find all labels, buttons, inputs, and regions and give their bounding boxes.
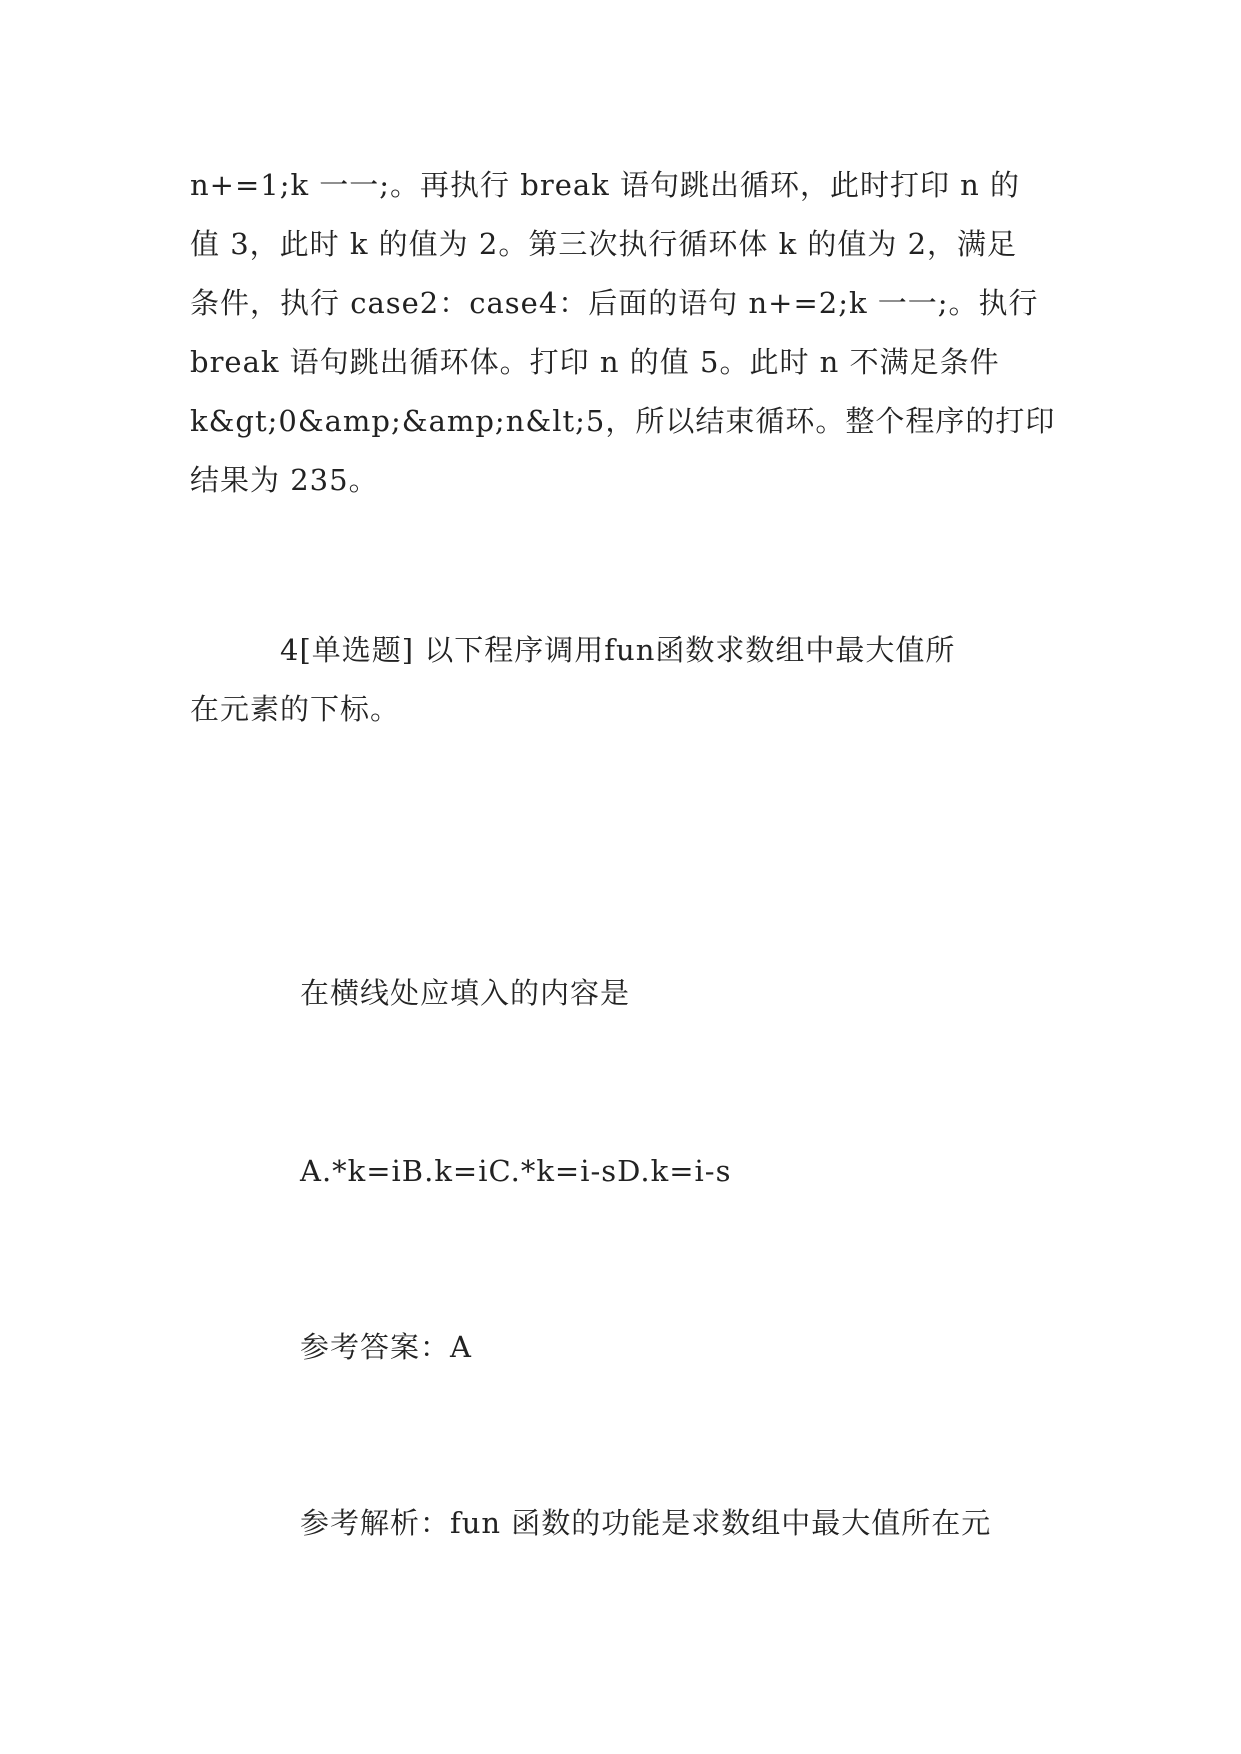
text-line: 条件，执行 case2：case4：后面的语句 n+=2;k 一一;。执行 [190,286,1039,320]
text-line: k&gt;0&amp;&amp;n&lt;5，所以结束循环。整个程序的打印 [190,404,1056,438]
question-paragraph [190,621,1052,739]
text-line: n+=1;k 一一;。再执行 break 语句跳出循环，此时打印 n 的 [190,168,1021,202]
question-line: 4[单选题] 以下程序调用fun函数求数组中最大值所 [190,633,956,667]
text-line: break 语句跳出循环体。打印 n 的值 5。此时 n 不满足条件 [190,345,1000,379]
reference-answer: 参考答案：A [300,1330,472,1364]
explanation-paragraph [190,156,1056,510]
question-line: 在元素的下标。 [190,692,401,726]
text-line: 结果为 235。 [190,463,379,497]
answer-options: A.*k=iB.k=iC.*k=i-sD.k=i-s [300,1154,732,1188]
text-line: 值 3，此时 k 的值为 2。第三次执行循环体 k 的值为 2，满足 [190,227,1018,261]
reference-analysis: 参考解析：fun 函数的功能是求数组中最大值所在元 [300,1506,992,1540]
prompt-text: 在横线处应填入的内容是 [300,976,631,1010]
